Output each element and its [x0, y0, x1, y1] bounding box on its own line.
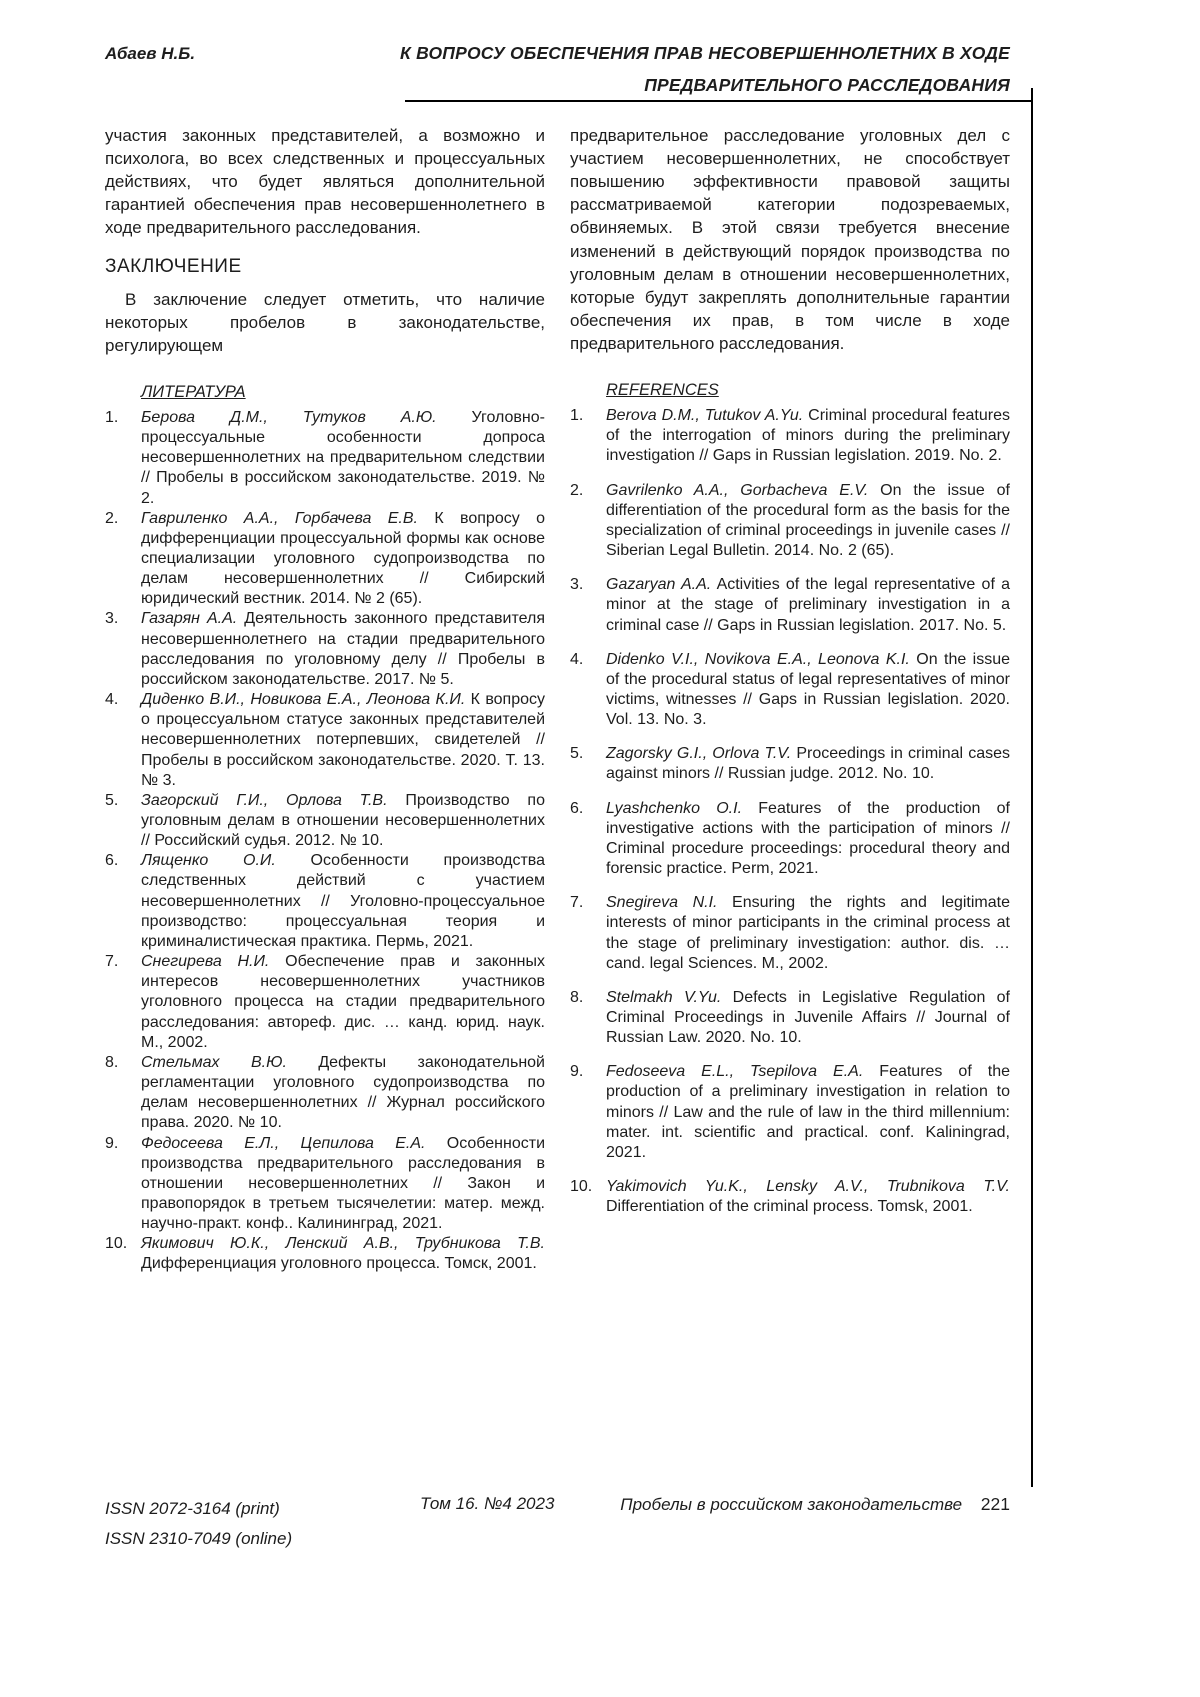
journal-info	[620, 1494, 1010, 1515]
page-title: К ВОПРОСУ ОБЕСПЕЧЕНИЯ ПРАВ НЕСОВЕРШЕННОЛЕТНИХ В ХОДЕ ПРЕДВАРИТЕЛЬНОГО РАССЛЕДОВАНИЯ	[400, 43, 1010, 95]
ref-number: 6.	[105, 852, 119, 870]
ref-number: 5.	[105, 791, 119, 809]
page-number: 221	[980, 1494, 1010, 1514]
reference-item	[105, 509, 545, 610]
reference-item	[570, 1177, 1010, 1217]
reference-item	[105, 408, 545, 509]
paragraph: участия законных представителей, а возможно и психолога, во всех следственных и процессуальных действиях, что будет являться дополнительной гарантией обеспечения прав несовершеннолетнего в ходе предварительного расследования.	[105, 126, 545, 238]
ref-authors: Zagorsky G.I., Orlova T.V.	[606, 745, 792, 763]
ref-text: Activities of the legal representative of a minor at the stage of preliminary investigation in a criminal case // Gaps in Russian legislation. 2017. No. 5.	[606, 576, 1011, 634]
ref-number: 10.	[105, 1235, 128, 1253]
ref-authors: Snegireva N.I.	[606, 894, 718, 912]
ref-number: 6.	[570, 799, 584, 817]
reference-item	[105, 609, 545, 690]
ref-number: 3.	[105, 610, 119, 628]
issn-online: ISSN 2310-7049 (online)	[105, 1528, 293, 1548]
ref-text: Defects in Legislative Regulation of Criminal Proceedings in Juvenile Affairs // Journal of Russian Law. 2020. No. 10.	[606, 988, 1010, 1047]
ref-text: Деятельность законного представителя несовершеннолетнего на стадии предварительного расследования по уголовному делу // Пробелы в российском законодательстве. 2017. № 5.	[141, 610, 546, 688]
ref-number: 2.	[105, 509, 119, 527]
conclusion-heading: ЗАКЛЮЧЕНИЕ	[105, 255, 242, 277]
ref-number: 5.	[570, 745, 584, 763]
ref-authors: Берова Д.М., Тутуков А.Ю.	[141, 408, 437, 426]
issn-block	[105, 1494, 292, 1554]
ref-text: Ensuring the rights and legitimate interests of minor participants in the criminal process at the stage of preliminary investigation: author. dis. … cand. legal Sciences. M., 2002.	[606, 894, 1010, 972]
issn-print: ISSN 2072-3164 (print)	[105, 1499, 280, 1518]
reference-item	[570, 799, 1010, 880]
ref-number: 4.	[105, 691, 119, 709]
ref-number: 1.	[105, 408, 119, 426]
ref-text: Features of the production of investigative actions with the participation of minors // Criminal procedure proceedings: procedural theory and forensic practice. Perm, 2021.	[606, 799, 1011, 878]
reference-item	[105, 851, 545, 952]
ref-text: On the issue of the procedural status of legal representatives of minor victims, witnesses // Gaps in Russian legislation. 2020. Vol. 13. No. 3.	[606, 650, 1010, 729]
ref-authors: Gavrilenko A.A., Gorbacheva E.V.	[606, 481, 869, 499]
ref-number: 4.	[570, 650, 584, 668]
ref-authors: Lyashchenko O.I.	[606, 799, 743, 817]
ref-authors: Berova D.M., Tutukov A.Yu.	[606, 407, 804, 425]
ref-text: Дефекты законодательной регламентации уголовного судопроизводства по делам несовершеннолетних // Журнал российского права. 2020. № 10.	[141, 1053, 545, 1132]
ref-text: Уголовно-процессуальные особенности допроса несовершеннолетних на предварительном следствии // Пробелы в российском законодательстве. 2019. № 2.	[141, 408, 545, 507]
reference-item	[570, 575, 1010, 635]
ref-number: 3.	[570, 576, 584, 594]
ref-authors: Диденко В.И., Новикова Е.А., Леонова К.И.	[141, 691, 466, 709]
reference-list-en	[570, 406, 1010, 1217]
author-name: Абаев Н.Б.	[105, 44, 196, 63]
ref-text: Дифференциация уголовного процесса. Томск, 2001.	[141, 1255, 537, 1273]
reference-item	[570, 1062, 1010, 1163]
ref-authors: Yakimovich Yu.K., Lensky A.V., Trubnikova T.V.	[606, 1178, 1010, 1196]
volume-info: Том 16. №4 2023	[420, 1494, 555, 1513]
ref-number: 2.	[570, 481, 584, 499]
right-margin-rule	[1031, 88, 1033, 1487]
ref-text: Features of the production of a preliminary investigation in relation to minors // Law and the rule of law in the third millennium: mater. int. scientific and practical. conf. Kaliningrad, 2021.	[606, 1063, 1010, 1161]
ref-authors: Stelmakh V.Yu.	[606, 988, 722, 1006]
reference-item	[105, 791, 545, 851]
header-divider	[405, 100, 1032, 102]
ref-text: К вопросу о дифференциации процессуальной формы как основе специализации уголовного судопроизводства по делам несовершеннолетних // Сибирский юридический вестник. 2014. № 2 (65).	[141, 509, 546, 608]
paragraph: В заключение следует отметить, что наличие некоторых пробелов в законодательстве, регулирующем	[105, 289, 545, 355]
reference-item	[105, 952, 545, 1053]
ref-authors: Снегирева Н.И.	[141, 953, 270, 971]
ref-authors: Федосеева Е.Л., Цепилова Е.А.	[141, 1134, 426, 1152]
ref-text: Обеспечение прав и законных интересов несовершеннолетних участников уголовного процесса на стадии предварительного расследования: автореф. дис. … канд. юрид. наук. М., 2002.	[141, 953, 545, 1051]
ref-authors: Газарян А.А.	[141, 610, 238, 628]
ref-authors: Лященко О.И.	[141, 852, 276, 870]
ref-authors: Didenko V.I., Novikova E.A., Leonova K.I.	[606, 650, 910, 668]
ref-authors: Стельмах В.Ю.	[141, 1053, 287, 1071]
reference-item	[570, 650, 1010, 731]
ref-number: 7.	[105, 953, 119, 971]
ref-authors: Gazaryan A.A.	[606, 576, 712, 594]
ref-text: Особенности производства предварительного расследования в отношении несовершеннолетних // Закон и правопорядок в третьем тысячелетии: матер. межд. научно-практ. конф.. Калининград, 2021.	[141, 1134, 546, 1233]
ref-number: 9.	[105, 1134, 119, 1152]
reference-item	[105, 1134, 545, 1235]
references-heading: REFERENCES	[606, 381, 719, 400]
reference-item	[570, 406, 1010, 466]
ref-text: Criminal procedural features of the interrogation of minors during the preliminary investigation // Gaps in Russian legislation. 2019. No. 2.	[606, 407, 1011, 465]
ref-authors: Гавриленко А.А., Горбачева Е.В.	[141, 509, 418, 527]
ref-text: On the issue of differentiation of the procedural form as the basis for the specialization of criminal proceedings in juvenile cases // Siberian Legal Bulletin. 2014. No. 2 (65).	[606, 481, 1011, 560]
ref-text: К вопросу о процессуальном статусе законных представителей несовершеннолетних потерпевших, свидетелей // Пробелы в российском законодательстве. 2020. Т. 13. № 3.	[141, 691, 545, 789]
reference-item	[570, 988, 1010, 1048]
body-columns	[105, 124, 1010, 1275]
ref-number: 7.	[570, 894, 584, 912]
reference-item	[105, 690, 545, 791]
reference-item	[570, 481, 1010, 562]
right-column	[570, 124, 1010, 1275]
ref-text: Proceedings in criminal cases against minors // Russian judge. 2012. No. 10.	[606, 745, 1011, 783]
ref-number: 8.	[105, 1053, 119, 1071]
ref-number: 1.	[570, 407, 584, 425]
ref-text: Особенности производства следственных действий с участием несовершеннолетних // Уголовно-процессуальное производство: процессуальная теория и криминалистическая практика. Пермь, 2021.	[141, 852, 546, 950]
reference-item	[105, 1234, 545, 1274]
ref-authors: Fedoseeva E.L., Tsepilova E.A.	[606, 1063, 864, 1081]
ref-number: 8.	[570, 988, 584, 1006]
ref-text: Differentiation of the criminal process. Tomsk, 2001.	[606, 1198, 973, 1216]
left-column	[105, 124, 545, 1275]
ref-authors: Якимович Ю.К., Ленский А.В., Трубникова Т.В.	[141, 1235, 545, 1253]
ref-number: 10.	[570, 1178, 593, 1196]
paragraph: предварительное расследование уголовных дел с участием несовершеннолетних, не способствует повышению эффективности правовой защиты рассматриваемой категории подозреваемых, обвиняемых. В этой связи требуется внесение изменений в действующий порядок производства по уголовным делам в отношении несовершеннолетних, которые будут закреплять дополнительные гарантии обеспечения их прав, в том числе в ходе предварительного расследования.	[570, 126, 1010, 353]
reference-item	[570, 893, 1010, 974]
reference-item	[105, 1053, 545, 1134]
ref-number: 9.	[570, 1063, 584, 1081]
ref-text: Производство по уголовным делам в отношении несовершеннолетних // Российский судья. 2012. № 10.	[141, 791, 545, 850]
reference-list-ru	[105, 408, 545, 1275]
journal-name: Пробелы в российском законодательстве	[620, 1495, 963, 1514]
ref-authors: Загорский Г.И., Орлова Т.В.	[141, 791, 388, 809]
literature-heading: ЛИТЕРАТУРА	[141, 382, 246, 401]
reference-item	[570, 744, 1010, 784]
